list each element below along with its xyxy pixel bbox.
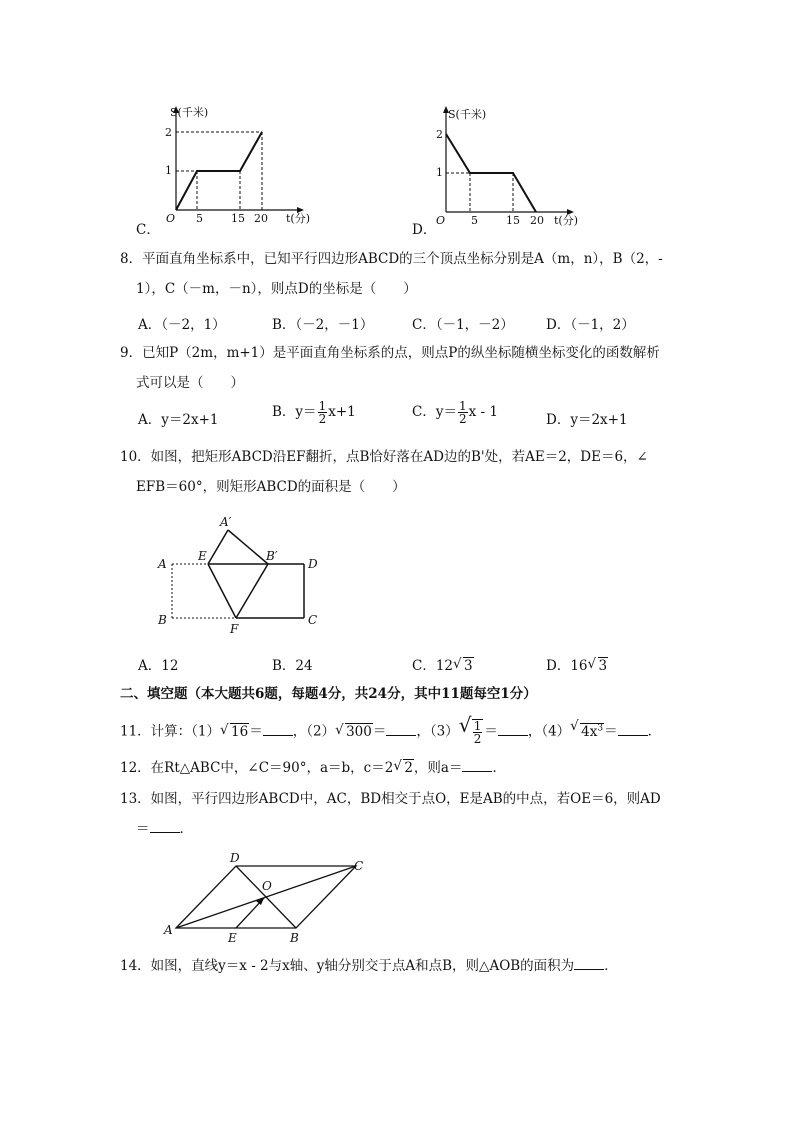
q8-option-b: B．（－2，－1） <box>272 317 374 333</box>
q9-option-c: C．y＝ $\frac{1}{2}$ x - 1 <box>412 399 498 426</box>
q11-blank-1[interactable] <box>263 722 293 736</box>
graph-d-xtick-15: 15 <box>506 214 520 227</box>
graph-d-ytick-1: 1 <box>436 166 443 179</box>
q12-blank[interactable] <box>462 758 492 772</box>
q8-option-c: C．（－1，－2） <box>412 317 514 333</box>
q13-line1: 13．如图，平行四边形ABCD中，AC，BD相交于点O，E是AB的中点，若OE＝6，则AD <box>120 791 661 807</box>
graph-d <box>424 100 584 230</box>
q9-line1: 9．已知P（2m，m+1）是平面直角坐标系的点，则点P的纵坐标随横坐标变化的函数解析 <box>120 345 660 361</box>
graph-c-label: C． <box>136 222 160 238</box>
q10-label-e: E <box>198 549 207 563</box>
q11-blank-4[interactable] <box>618 722 648 736</box>
q10-label-b: B <box>158 613 167 627</box>
graph-c-ytick-1: 1 <box>165 164 172 177</box>
q10-line1: 10．如图，把矩形ABCD沿EF翻折，点B恰好落在AD边的B'处，若AE＝2，DE＝6，∠ <box>120 449 648 465</box>
q8-line2: 1），C（－m，－n），则点D的坐标是（ ） <box>136 281 417 297</box>
q13-label-a: A <box>164 923 173 937</box>
graph-d-ylabel: S(千米) <box>448 108 487 121</box>
q10-option-a: A．12 <box>138 658 179 674</box>
graph-c-xtick-15: 15 <box>231 212 245 225</box>
q14-blank[interactable] <box>574 956 604 970</box>
graph-c-ylabel: S(千米) <box>170 106 209 119</box>
q8-option-d: D．（－1，2） <box>546 317 635 333</box>
q9-option-b: B．y＝ $\frac{1}{2}$ x+1 <box>272 399 356 426</box>
q13-blank[interactable] <box>150 819 180 833</box>
q13-label-e: E <box>228 931 237 945</box>
q10-label-c: C <box>308 613 318 627</box>
graph-d-label: D． <box>412 222 437 238</box>
graph-c-xlabel: t(分) <box>286 212 311 225</box>
q10-option-b: B．24 <box>272 658 313 674</box>
q10-label-a-prime: A′ <box>220 515 232 529</box>
graph-c-xtick-5: 5 <box>196 212 203 225</box>
q13-label-c: C <box>354 859 364 873</box>
q10-label-b-prime: B′ <box>266 549 278 563</box>
q13-label-b: B <box>290 931 299 945</box>
q8-option-a: A．（－2，1） <box>138 317 226 333</box>
q10-line2: EFB＝60°，则矩形ABCD的面积是（ ） <box>136 479 406 495</box>
q10-label-f: F <box>230 622 239 636</box>
graph-c <box>150 100 310 230</box>
q10-label-a: A <box>158 557 167 571</box>
graph-c-xtick-20: 20 <box>254 212 268 225</box>
q8-line1: 8．平面直角坐标系中，已知平行四边形ABCD的三个顶点坐标分别是A（m，n），B（2，- <box>120 251 663 267</box>
q10-option-d: D．16 √ 3 <box>546 656 608 674</box>
graph-c-origin: O <box>166 212 176 225</box>
q9-option-d: D．y＝2x+1 <box>546 412 628 428</box>
graph-c-ytick-2: 2 <box>165 126 172 139</box>
q12-line: 12．在Rt△ABC中，∠C＝90°，a＝b，c＝2 √ 2，则a＝ ． <box>120 758 506 776</box>
graph-d-xtick-20: 20 <box>530 214 544 227</box>
q11-blank-2[interactable] <box>386 722 416 736</box>
graph-d-xtick-5: 5 <box>471 214 478 227</box>
q9-option-a: A．y＝2x+1 <box>138 412 219 428</box>
graph-d-xlabel: t(分) <box>554 214 579 227</box>
q11-blank-3[interactable] <box>498 722 528 736</box>
graph-d-origin: O <box>436 214 446 227</box>
q11-line: 11．计算：（1） √ 16＝ ，（2） √ 300＝ ，（3） √ $\frac{1}{2}$ ＝ ，（4） √ $4x^3=$ ． <box>120 713 662 746</box>
q13-label-d: D <box>230 851 240 865</box>
q13-figure <box>160 850 380 945</box>
q9-line2: 式可以是（ ） <box>136 375 244 391</box>
q14-line: 14．如图，直线y＝x - 2与x轴、y轴分别交于点A和点B，则△AOB的面积为 ． <box>120 958 618 974</box>
q10-label-d: D <box>308 557 318 571</box>
q13-label-o: O <box>262 879 272 893</box>
q13-line2: ＝ ． <box>136 821 193 837</box>
graph-d-ytick-2: 2 <box>436 128 443 141</box>
section-2-heading: 二、填空题（本大题共6题，每题4分，共24分，其中11题每空1分） <box>120 686 537 702</box>
q10-figure <box>150 510 340 635</box>
q10-option-c: C．12 √ 3 <box>412 656 473 674</box>
